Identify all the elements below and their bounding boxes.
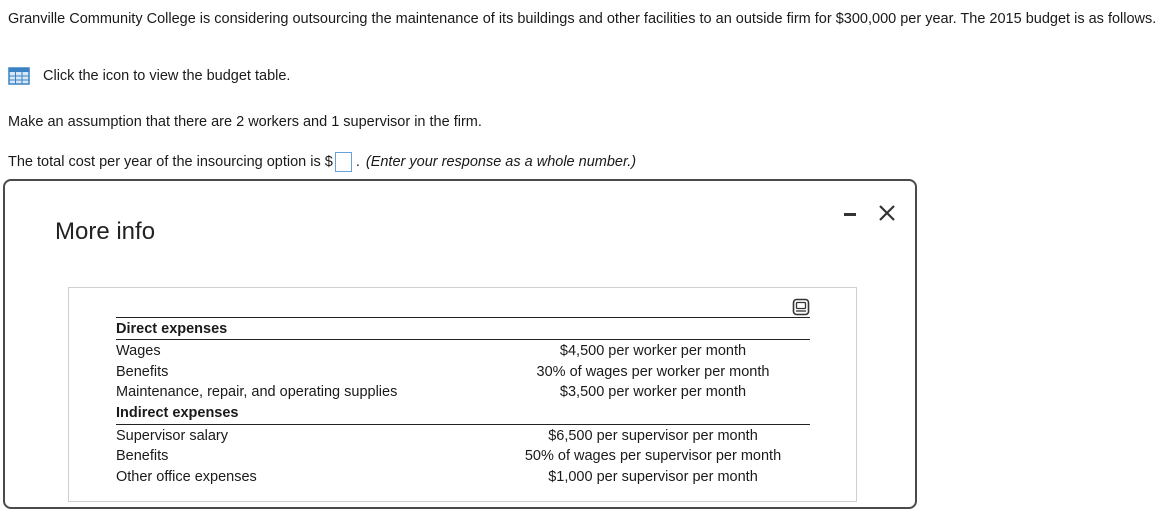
answer-suffix: . xyxy=(355,154,360,170)
table-grid-icon[interactable] xyxy=(8,67,30,85)
section-heading: Direct expenses xyxy=(116,318,810,340)
more-info-dialog xyxy=(3,179,917,509)
budget-table-panel xyxy=(68,287,857,502)
table-row xyxy=(116,426,810,447)
table-row xyxy=(116,446,810,467)
row-label: Benefits xyxy=(116,448,169,465)
row-label: Maintenance, repair, and operating supplies xyxy=(116,384,398,401)
row-value: $3,500 per worker per month xyxy=(559,384,747,401)
table-row xyxy=(116,341,810,362)
answer-hint: (Enter your response as a whole number.) xyxy=(365,154,637,170)
row-value: 30% of wages per worker per month xyxy=(536,363,770,380)
assumption-text: Make an assumption that there are 2 workers and 1 supervisor in the firm. xyxy=(8,114,482,130)
row-value: $4,500 per worker per month xyxy=(559,343,747,360)
row-label: Wages xyxy=(116,343,161,360)
table-row xyxy=(116,382,810,403)
row-label: Other office expenses xyxy=(116,468,257,485)
minimize-icon[interactable] xyxy=(839,201,863,225)
question-text: Granville Community College is considering outsourcing the maintenance of its buildings and other facilities to an outside firm for $300,000 per year. The 2015 budget is as follows. xyxy=(8,11,1157,27)
view-budget-link-row xyxy=(8,67,290,85)
row-value: 50% of wages per supervisor per month xyxy=(524,448,782,465)
row-value: $6,500 per supervisor per month xyxy=(548,427,758,444)
view-budget-link-text: Click the icon to view the budget table. xyxy=(43,68,291,84)
copy-icon[interactable] xyxy=(792,298,810,316)
close-icon[interactable] xyxy=(875,201,899,225)
answer-prefix: The total cost per year of the insourcing option is $ xyxy=(8,154,333,170)
answer-row xyxy=(8,152,636,172)
table-row xyxy=(116,362,810,383)
row-label: Benefits xyxy=(116,363,169,380)
table-row xyxy=(116,467,810,488)
budget-table xyxy=(116,317,810,487)
row-value: $1,000 per supervisor per month xyxy=(548,468,758,485)
answer-input[interactable] xyxy=(335,152,352,172)
row-label: Supervisor salary xyxy=(116,427,229,444)
dialog-title: More info xyxy=(55,218,156,245)
section-heading: Indirect expenses xyxy=(116,403,810,425)
